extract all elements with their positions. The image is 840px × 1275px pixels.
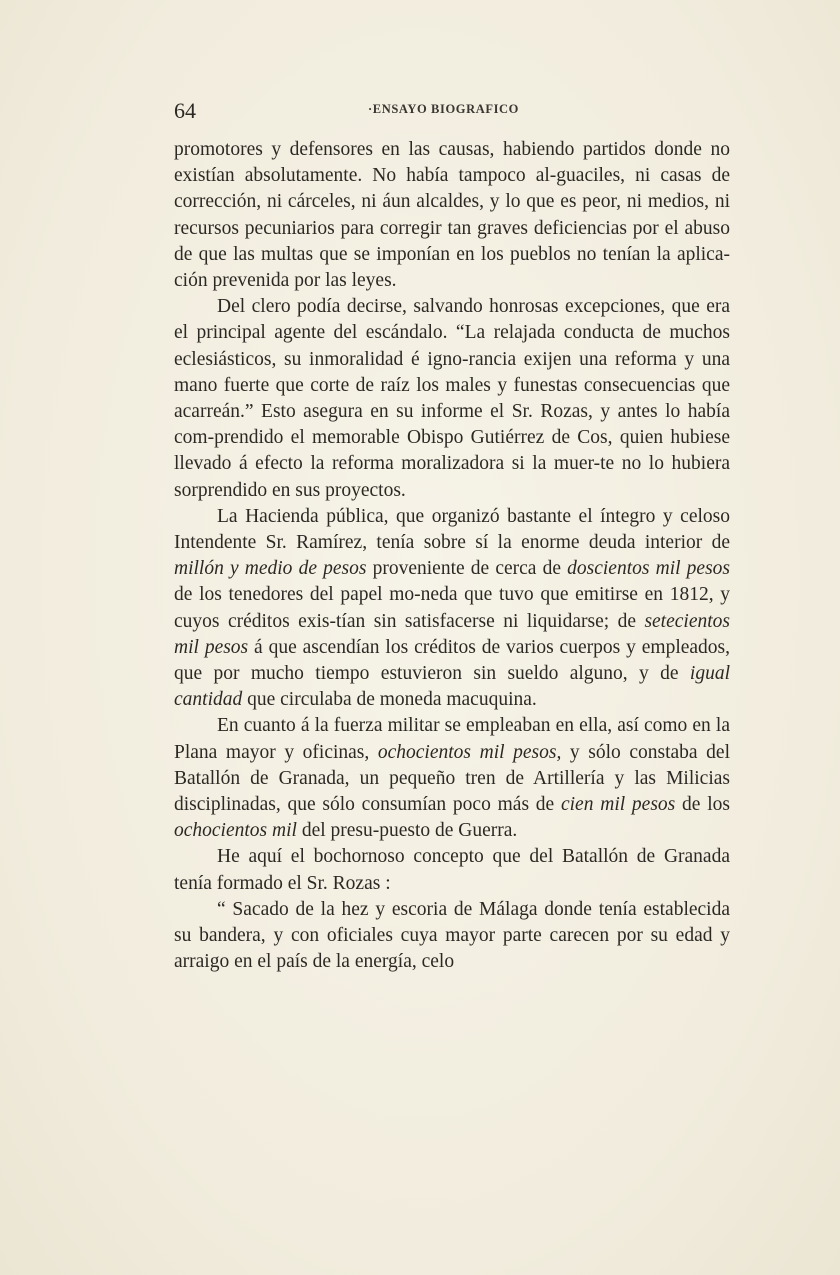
- paragraph-3-italic-3: setecientos mil pesos: [174, 610, 730, 658]
- paragraph-4: [174, 713, 730, 844]
- paragraph-3-text-1: La Hacienda pública, que organizó bastante el íntegro y celoso Intendente Sr. Ramírez, tenía sobre sí la enorme deuda interior de: [174, 505, 730, 554]
- page-header: [174, 98, 730, 128]
- paragraph-5: He aquí el bochornoso concepto que del Batallón de Granada tenía formado el Sr. Rozas :: [174, 846, 730, 894]
- paragraph-4-text-4: del presu-puesto de Guerra.: [296, 820, 518, 842]
- paragraph-3-text-4: á que ascendían los créditos de varios cuerpos y empleados, que por mucho tiempo estuvieron sin sueldo alguno, y de: [174, 636, 731, 685]
- paragraph-4-text-3: de los: [675, 794, 730, 816]
- paragraph-4-italic-1: ochocientos mil pesos,: [377, 741, 562, 763]
- paragraph-3-italic-2: doscientos mil pesos: [567, 558, 730, 580]
- paragraph-4-text-1: En cuanto á la fuerza militar se empleaban en ella, así como en la Plana mayor y oficinas,: [174, 715, 730, 763]
- paragraph-3-text-5: que circulaba de moneda macuquina.: [242, 689, 537, 711]
- paragraph-3-italic-1: millón y medio de pesos: [174, 558, 367, 580]
- page-number: 64: [174, 98, 196, 123]
- paragraph-6: “ Sacado de la hez y escoria de Málaga donde tenía establecida su bandera, y con oficiales cuya mayor parte carecen por su edad y arraigo en el país de la energía, celo: [174, 898, 730, 973]
- paragraph-2: Del clero podía decirse, salvando honrosas excepciones, que era el principal agente del escándalo. “La relajada conducta de muchos eclesiásticos, su inmoralidad é igno-rancia exijen una reforma y una mano fuerte que corte de raíz los males y funestas consecuencias que acarreán.” Esto asegura en su informe el Sr. Rozas, y antes lo había com-prendido el memorable Obispo Gutiérrez de Cos, quien hubiese llevado á efecto la reforma moralizadora si la muer-te no lo hubiera sorprendido en sus proyectos.: [174, 296, 730, 501]
- paragraph-3-italic-4: igual cantidad: [174, 663, 730, 711]
- paragraph-4-italic-2: cien mil pesos: [560, 794, 676, 816]
- paragraph-4-italic-3: ochocientos mil: [174, 820, 297, 842]
- paragraph-1: promotores y defensores en las causas, habiendo partidos donde no existían absolutamente. No había tampoco al-guaciles, ni casas de corrección, ni cárceles, ni áun alcaldes, y lo que es peor, ni medios, ni recursos pecuniarios para corregir tan graves deficiencias por el abuso de que las multas que se imponían en los pueblos no tenían la aplica-ción prevenida por las leyes.: [174, 139, 730, 292]
- paragraph-3-text-3: de los tenedores del papel mo-neda que tuvo que emitirse en 1812, y cuyos créditos exis-tían sin satisfacerse ni liquidarse; de: [174, 584, 730, 632]
- paragraph-3: [174, 504, 730, 714]
- paragraph-3-text-2: proveniente de cerca de: [366, 558, 568, 580]
- body-text: [174, 137, 730, 976]
- running-head: ·ENSAYO BIOGRAFICO: [368, 102, 519, 116]
- paragraph-4-text-2: y sólo constaba del Batallón de Granada, un pequeño tren de Artillería y las Milicias disciplinadas, que sólo consumían poco más de: [174, 741, 730, 816]
